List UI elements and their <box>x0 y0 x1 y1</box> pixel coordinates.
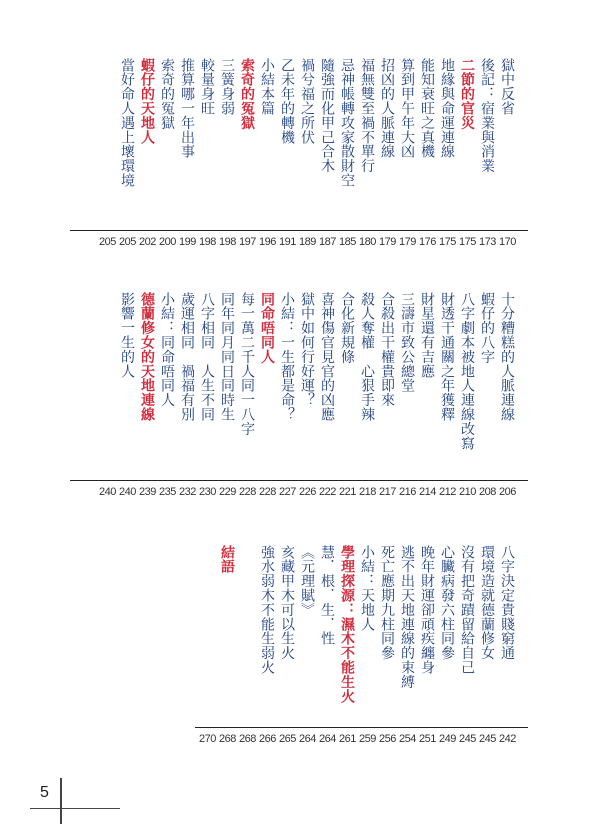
toc-page-number: 221 <box>339 486 356 498</box>
toc-page-number: 216 <box>399 486 416 498</box>
toc-page-number: 261 <box>339 733 356 745</box>
toc-entry-title: 地緣與命運連線 <box>439 58 455 159</box>
toc-chapter-heading: 學理探源：濕木不能生火 <box>339 545 355 704</box>
toc-page-number: 176 <box>419 236 436 248</box>
toc-entry-title: 強水弱木不能生弱火 <box>259 545 275 675</box>
toc-page-number: 229 <box>219 486 236 498</box>
toc-page-number: 228 <box>259 486 276 498</box>
toc-page-number: 170 <box>499 236 516 248</box>
toc-entry-title: 亥藏甲木可以生火 <box>279 545 295 661</box>
toc-chapter-heading: 蝦仔的天地人 <box>139 58 155 145</box>
toc-entry-title: 推算哪一年出事 <box>179 58 195 159</box>
toc-page-number: 173 <box>479 236 496 248</box>
toc-entry-title <box>199 545 215 703</box>
toc-page-number: 197 <box>239 236 256 248</box>
toc-entry-title: 逃不出天地連線的束縛 <box>399 545 415 689</box>
toc-section-3 <box>60 545 515 755</box>
page-number: 5 <box>40 784 49 801</box>
toc-page-number: 251 <box>419 733 436 745</box>
toc-page-number: 227 <box>279 486 296 498</box>
toc-page-number: 245 <box>479 733 496 745</box>
toc-page-number: 268 <box>239 733 256 745</box>
toc-entry-title: 乙未年的轉機 <box>279 58 295 145</box>
toc-page-number: 198 <box>199 236 216 248</box>
toc-entry-title: 同年同月同日同時生 <box>219 292 235 422</box>
toc-entry-title: 合殺出干權貴即來 <box>379 292 395 408</box>
toc-entry-title: 八字相同 人生不同 <box>199 292 215 422</box>
toc-entry-title: 小結本篇 <box>259 58 275 116</box>
toc-entry-title: 財星還有吉應 <box>419 292 435 379</box>
toc-page-number: 214 <box>419 486 436 498</box>
toc-page-number: 175 <box>459 236 476 248</box>
toc-page-number: 205 <box>99 236 116 248</box>
toc-page-number: 180 <box>359 236 376 248</box>
toc-entry-title: 三簧身弱 <box>219 58 235 116</box>
toc-entry-title: 禍兮福之所伏 <box>299 58 315 145</box>
toc-rule-1 <box>70 230 528 231</box>
toc-entry-title: 每一萬二千人同一八字 <box>239 292 255 436</box>
toc-entry-title: 十分糟糕的人脈連線 <box>499 292 515 422</box>
toc-page-number: 232 <box>179 486 196 498</box>
toc-page-number: 264 <box>319 733 336 745</box>
toc-entry-title: 後記：宿業與消業 <box>479 58 495 174</box>
toc-page-number: 256 <box>379 733 396 745</box>
toc-entry-title: 小結：一生都是命？ <box>279 292 295 422</box>
toc-entry-title: 環境造就德蘭修女 <box>479 545 495 661</box>
toc-page-number: 179 <box>379 236 396 248</box>
toc-page-number: 217 <box>379 486 396 498</box>
toc-entry-title: 三濤市致公總堂 <box>399 292 415 393</box>
toc-page-number: 266 <box>259 733 276 745</box>
toc-entry-title <box>99 58 115 188</box>
toc-entry-title: 蝦仔的八字 <box>479 292 495 364</box>
toc-section-1 <box>60 58 515 258</box>
toc-page-number: 264 <box>299 733 316 745</box>
toc-rule-3 <box>195 727 528 728</box>
toc-chapter-heading: 二節的官災 <box>459 58 475 130</box>
toc-pages-2 <box>60 486 515 498</box>
toc-entry-title: 當好命人遇上壞環境 <box>119 58 135 188</box>
toc-page-number: 175 <box>439 236 456 248</box>
toc-page-number: 218 <box>359 486 376 498</box>
toc-page-number: 230 <box>199 486 216 498</box>
toc-page-number: 206 <box>499 486 516 498</box>
toc-page-number: 199 <box>179 236 196 248</box>
toc-page-number: 240 <box>99 486 116 498</box>
toc-page-number: 189 <box>299 236 316 248</box>
toc-entry-title: 沒有把奇蹟留給自己 <box>459 545 475 675</box>
toc-entry-title: 能知衰旺之真機 <box>419 58 435 159</box>
toc-page-number: 240 <box>119 486 136 498</box>
toc-pages-1 <box>60 236 515 248</box>
toc-page-number: 198 <box>219 236 236 248</box>
toc-page-number: 268 <box>219 733 236 745</box>
toc-entry-title: 較量身旺 <box>199 58 215 116</box>
toc-page-number: 196 <box>259 236 276 248</box>
toc-page-number: 226 <box>299 486 316 498</box>
toc-entry-title: 福無雙至禍不單行 <box>359 58 375 174</box>
toc-page-number: 239 <box>139 486 156 498</box>
toc-entry-title: 喜神傷官見官的凶應 <box>319 292 335 422</box>
toc-page-number: 191 <box>279 236 296 248</box>
toc-page-number: 179 <box>399 236 416 248</box>
toc-page-number: 254 <box>399 733 416 745</box>
toc-page-number: 242 <box>499 733 516 745</box>
toc-entry-title: 殺人奪權 心狠手辣 <box>359 292 375 422</box>
toc-page-number: 200 <box>159 236 176 248</box>
toc-entry-title: 心臟病發六柱同參 <box>439 545 455 661</box>
toc-page-number: 202 <box>139 236 156 248</box>
toc-page-number: 222 <box>319 486 336 498</box>
toc-entry-title: 獄中反省 <box>499 58 515 116</box>
toc-entry-title: 財透干通關之年獲釋 <box>439 292 455 422</box>
toc-entries-3 <box>60 545 515 703</box>
toc-section-2 <box>60 292 515 502</box>
toc-entries-1 <box>60 58 515 188</box>
toc-page-number: 185 <box>339 236 356 248</box>
toc-pages-3 <box>60 733 515 745</box>
toc-entry-title <box>99 292 115 450</box>
toc-page-number: 205 <box>119 236 136 248</box>
toc-page-number: 259 <box>359 733 376 745</box>
toc-page-number: 187 <box>319 236 336 248</box>
toc-entry-title: 隨強而化甲己合木 <box>319 58 335 174</box>
toc-page-number: 249 <box>439 733 456 745</box>
toc-chapter-heading: 德蘭修女的天地連線 <box>139 292 155 422</box>
toc-entry-title: 獄中如何行好運？ <box>299 292 315 408</box>
toc-page-number: 212 <box>439 486 456 498</box>
toc-page-number: 208 <box>479 486 496 498</box>
toc-entry-title: 歲運相同 禍福有別 <box>179 292 195 422</box>
toc-chapter-heading: 結語 <box>219 545 235 574</box>
toc-entry-title: 索奇的冤獄 <box>159 58 175 130</box>
toc-entry-title: 招凶的人脈連線 <box>379 58 395 159</box>
toc-entry-title: 八字決定貴賤窮通 <box>499 545 515 661</box>
toc-entry-title: 八字劇本被地人連線改寫 <box>459 292 475 451</box>
toc-page-number: 265 <box>279 733 296 745</box>
toc-entry-title: 小結：同命唔同人 <box>159 292 175 408</box>
toc-entry-title: 小結：天地人 <box>359 545 375 632</box>
toc-entry-title: 慧．根．生．性 <box>319 545 335 646</box>
toc-entry-title: 忌神帳轉攻家散財空 <box>339 58 355 188</box>
toc-page-number: 210 <box>459 486 476 498</box>
toc-chapter-heading: 索奇的冤獄 <box>239 58 255 130</box>
folio-divider <box>60 778 62 824</box>
toc-entries-2 <box>60 292 515 450</box>
toc-entry-title: 死亡應期九柱同參 <box>379 545 395 661</box>
toc-entry-title: 合化新規條 <box>339 292 355 364</box>
toc-entry-title: 影響一生的人 <box>119 292 135 379</box>
toc-entry-title: 《元理賦》 <box>299 545 315 617</box>
toc-entry-title: 算到甲午年大凶 <box>399 58 415 159</box>
toc-page-number: 270 <box>199 733 216 745</box>
toc-page-number: 228 <box>239 486 256 498</box>
toc-page-number: 245 <box>459 733 476 745</box>
toc-entry-title <box>239 545 255 703</box>
folio-baseline <box>30 808 120 809</box>
toc-rule-2 <box>70 480 528 481</box>
toc-chapter-heading: 同命唔同人 <box>259 292 275 364</box>
toc-entry-title: 晚年財運卻頑疾纏身 <box>419 545 435 675</box>
toc-page-number: 235 <box>159 486 176 498</box>
